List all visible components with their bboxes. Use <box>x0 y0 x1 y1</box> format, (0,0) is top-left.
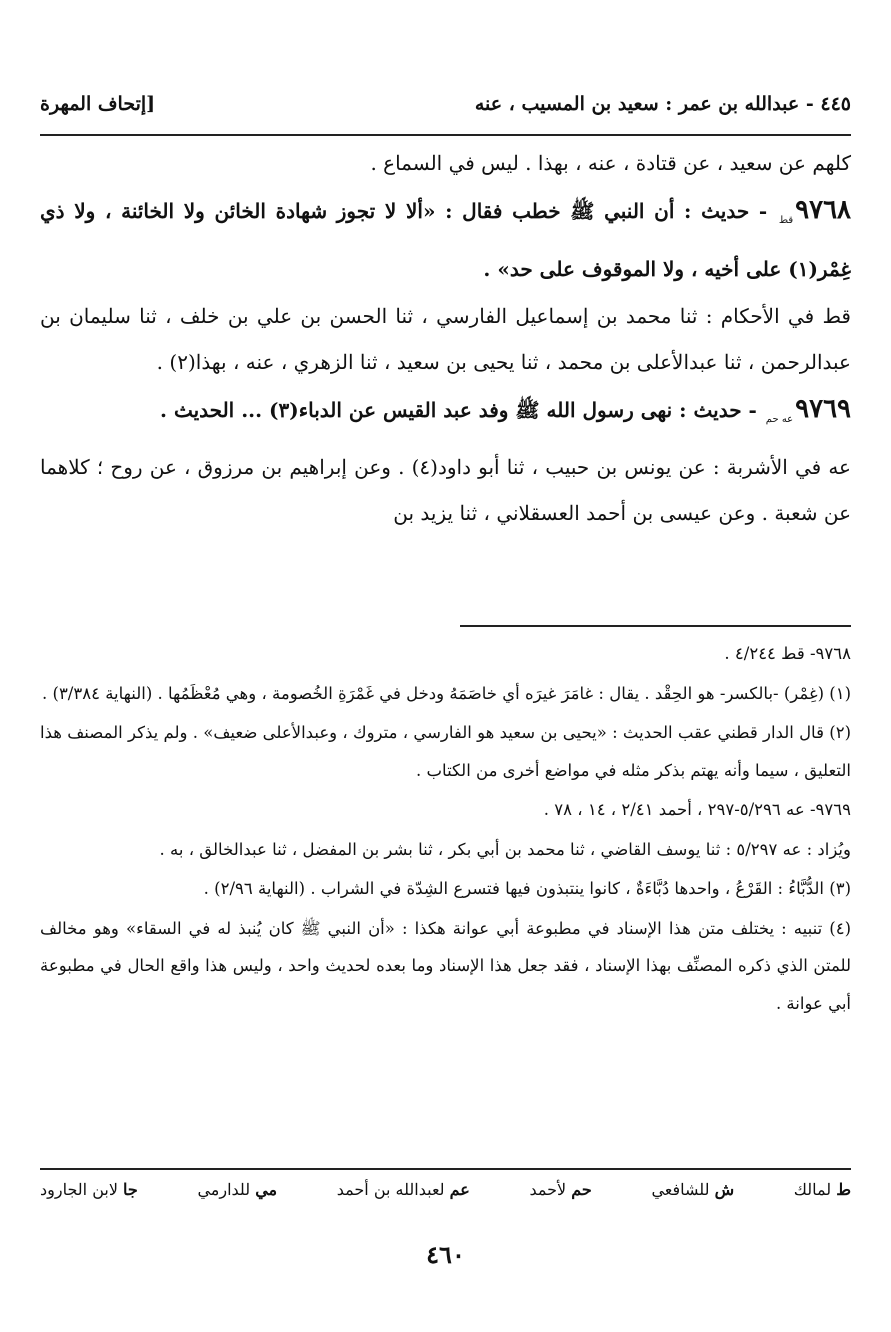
abbr-meaning: لابن الجارود <box>40 1180 124 1199</box>
abbr-code: ش <box>714 1180 735 1199</box>
hadith-source-tag: قط <box>778 215 794 226</box>
footnotes <box>40 635 851 1024</box>
abbr-meaning: لأحمد <box>529 1180 572 1199</box>
abbr-item <box>197 1180 277 1199</box>
abbr-meaning: لعبدالله بن أحمد <box>336 1180 450 1199</box>
hadith-text: - حديث : أن النبي ﷺ خطب فقال : «ألا لا تجوز شهادة الخائن ولا الخائنة ، ولا ذي غِمْر(١) على أخيه ، ولا الموقوف على حد» . <box>40 199 851 281</box>
text-line: كلهم عن سعيد ، عن قتادة ، عنه ، بهذا . ليس في السماع . <box>370 151 851 175</box>
header-book: [إتحاف المهرة <box>40 93 156 115</box>
footnote: (٢) قال الدار قطني عقب الحديث : «يحيى بن سعيد هو الفارسي ، متروك ، وعبدالأعلى ضعيف» . ولم يذكر المصنف هذا التعليق ، سيما وأنه يهتم بذكر مثله في مواضع أخرى من الكتاب . <box>40 723 851 780</box>
hadith-9769 <box>40 385 851 444</box>
hadith-text: - حديث : نهى رسول الله ﷺ وفد عبد القيس عن الدباء(٣) ... الحديث . <box>160 398 757 422</box>
isnad-paragraph: قط في الأحكام : ثنا محمد بن إسماعيل الفارسي ، ثنا الحسن بن علي بن خلف ، ثنا سليمان بن عبدالرحمن ، ثنا عبدالأعلى بن محمد ، ثنا يحيى بن سعيد ، ثنا الزهري ، عنه ، بهذا(٢) . <box>40 304 851 374</box>
hadith-number: ٩٧٦٩ <box>795 394 851 424</box>
hadith-source-tag: عه حم <box>765 414 794 425</box>
page-number: ٤٦٠ <box>426 1240 465 1269</box>
abbr-meaning: لمالك <box>793 1180 837 1199</box>
footnote: (١) (غِمْر) -بالكسر- هو الحِقْد . يقال : غامَرَ غيرَه أي خاصَمَهُ ودخل في غَمْرَةِ الخُصومة ، وهي مُعْظَمُها . (النهاية ٣/٣٨٤) . <box>42 683 851 703</box>
abbr-meaning: للشافعي <box>651 1180 715 1199</box>
abbr-code: ط <box>836 1180 851 1199</box>
hadith-9768 <box>40 186 851 293</box>
footnote: (٣) الدُّبَّاءُ : القَرْعُ ، واحدها دُبَّاءَةٌ ، كانوا ينتبذون فيها فتسرع الشِدّة في الشراب . (النهاية ٢/٩٦) . <box>203 879 851 898</box>
footnote: (٤) تنبيه : يختلف متن هذا الإسناد في مطبوعة أبي عوانة هكذا : «أن النبي ﷺ كان يُنبذ له في السقاء» وهو مخالف للمتن الذي ذكره المصنِّف بهذا الإسناد ، فقد جعل هذا الإسناد وما بعده لحديث واحد ، وليس هذا واقع الحال في مطبوعة أبي عوانة . <box>40 918 851 1013</box>
abbr-item <box>40 1180 138 1199</box>
page <box>40 80 851 1302</box>
abbr-code: عم <box>449 1180 470 1199</box>
hadith-number: ٩٧٦٨ <box>795 195 851 225</box>
footnote-rule <box>460 625 851 627</box>
header-rule <box>40 134 851 136</box>
footnote: ويُزاد : عه ٥/٢٩٧ : ثنا يوسف القاضي ، ثنا محمد بن أبي بكر ، ثنا بشر بن المفضل ، ثنا عبدالخالق ، به . <box>159 839 851 859</box>
abbr-code: حم <box>571 1180 592 1199</box>
abbr-item <box>337 1180 470 1199</box>
main-text <box>40 140 851 536</box>
running-header <box>40 84 851 124</box>
footnote: ٩٧٦٩- عه ٥/٢٩٦-٢٩٧ ، أحمد ٢/٤١ ، ١٤ ، ٧٨ . <box>543 800 851 819</box>
abbr-code: جا <box>123 1180 138 1199</box>
abbreviations-key <box>40 1180 851 1199</box>
abbr-item <box>794 1180 851 1199</box>
isnad-paragraph: عه في الأشربة : عن يونس بن حبيب ، ثنا أبو داود(٤) . وعن إبراهيم بن مرزوق ، عن روح ؛ كلاهما عن شعبة . وعن عيسى بن أحمد العسقلاني ، ثنا يزيد بن <box>40 455 851 525</box>
footnote: ٩٧٦٨- قط ٤/٢٤٤ . <box>724 644 851 663</box>
abbr-meaning: للدارمي <box>197 1180 256 1199</box>
abbreviations-rule <box>40 1168 851 1170</box>
abbr-code: مي <box>255 1180 278 1199</box>
abbr-item <box>651 1180 734 1199</box>
abbr-item <box>530 1180 592 1199</box>
header-title: ٤٤٥ - عبدالله بن عمر : سعيد بن المسيب ، عنه <box>474 93 851 115</box>
